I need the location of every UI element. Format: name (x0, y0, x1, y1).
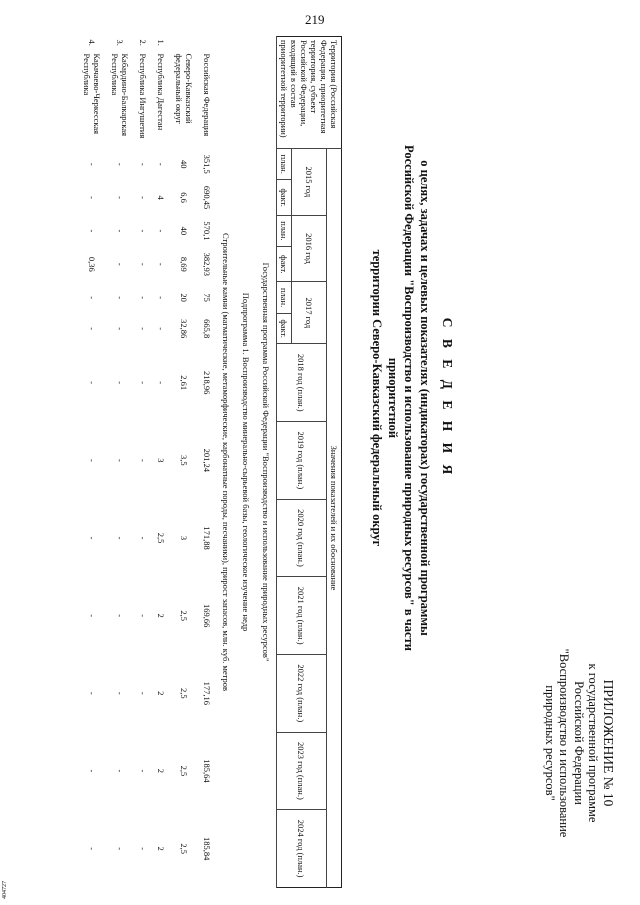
value-cell: - (115, 536, 125, 540)
title-heading: С В Е Д Е Н И Я (440, 317, 455, 479)
group-indicator: Строительные камни (магматические, метаморфические, карбонатные породы, песчаники), прирост запасов, млн. куб. метров (221, 232, 231, 692)
year-2015-header: 2015 год (292, 149, 327, 216)
row-number (198, 37, 216, 51)
value-cell: - (87, 381, 97, 385)
value-cell: - (156, 381, 166, 385)
plan-header: план. (277, 282, 292, 313)
value-cell: - (87, 327, 97, 331)
value-cell: - (138, 536, 148, 540)
value-cell: 6,6 (179, 192, 189, 203)
group-programme: Государственная программа Российской Федерации "Воспроизводство и использование природных ресурсов" (261, 262, 271, 662)
appendix-line: Российской Федерации (572, 681, 586, 805)
value-cell: - (115, 196, 125, 199)
table-row (134, 37, 152, 888)
value-cell: - (115, 162, 125, 166)
plan-header: план. (277, 149, 292, 180)
year-2017-header: 2017 год (292, 282, 327, 344)
appendix-header (543, 593, 616, 893)
territory-name: Северо-Кавказский федеральный округ (174, 53, 194, 125)
value-cell: - (138, 262, 148, 266)
value-cell: 218,96 (202, 371, 212, 395)
year-2021-header: 2021 год (план.) (277, 577, 327, 655)
appendix-line: "Воспроизводство и использование (557, 648, 572, 838)
value-cell: - (87, 691, 97, 695)
value-cell: 32,86 (179, 319, 189, 339)
value-cell: - (138, 614, 148, 618)
year-2019-header: 2019 год (план.) (277, 422, 327, 500)
value-cell: 2,5 (156, 532, 166, 544)
value-cell: - (138, 196, 148, 199)
value-cell: 2,5 (179, 687, 189, 699)
title-line: Российской Федерации "Воспроизводство и использование природных ресурсов" в части приоритетной (386, 145, 416, 651)
page-number: 219 (305, 12, 325, 27)
value-cell: 169,66 (202, 603, 212, 628)
row-number (170, 37, 198, 51)
value-cell: - (87, 847, 97, 851)
value-cell: - (156, 262, 166, 266)
value-cell: - (138, 296, 148, 300)
row-number: 4. (87, 39, 97, 46)
value-cell: - (138, 327, 148, 331)
row-number: 3. (115, 39, 125, 46)
value-cell: 2,5 (179, 843, 189, 854)
appendix-number: ПРИЛОЖЕНИЕ № 10 (601, 679, 616, 807)
value-cell: - (87, 162, 97, 166)
value-cell: 2 (156, 768, 166, 774)
value-cell: - (138, 691, 148, 695)
territory-name: Республика Ингушетия (138, 53, 148, 139)
value-cell: 75 (202, 293, 212, 302)
value-cell: 185,84 (202, 836, 212, 861)
value-cell: - (138, 381, 148, 385)
value-cell: 0,36 (87, 256, 97, 272)
col-values-header: Значения показателей и их обоснование (327, 149, 342, 888)
value-cell: - (138, 229, 148, 233)
year-2023-header: 2023 год (план.) (277, 732, 327, 810)
value-cell: - (115, 229, 125, 233)
value-cell: - (115, 614, 125, 618)
table-row (152, 37, 170, 888)
year-2024-header: 2024 год (план.) (277, 810, 327, 888)
appendix-line: к государственной программе (586, 663, 601, 823)
table-row (106, 37, 134, 888)
value-cell: - (115, 327, 125, 331)
value-cell: - (87, 536, 97, 540)
value-cell: 171,88 (202, 526, 212, 550)
value-cell: - (115, 691, 125, 695)
value-cell: 382,93 (202, 252, 212, 276)
value-cell: - (138, 162, 148, 166)
table-row (198, 37, 216, 888)
value-cell: - (87, 614, 97, 618)
row-number: 2. (138, 39, 148, 46)
value-cell: 4 (156, 195, 166, 200)
value-cell: - (115, 458, 125, 462)
value-cell: 3 (179, 535, 189, 541)
value-cell: - (87, 229, 97, 233)
value-cell: - (87, 769, 97, 773)
value-cell: - (115, 381, 125, 385)
value-cell: 570,1 (202, 221, 212, 241)
territory-name: Кабардино-Балкарская Республика (110, 53, 130, 137)
value-cell: - (156, 327, 166, 331)
value-cell: - (156, 296, 166, 300)
value-cell: - (156, 162, 166, 166)
appendix-line: природных ресурсов" (543, 685, 557, 801)
value-cell: 8,69 (179, 256, 189, 272)
value-cell: 2 (156, 613, 166, 618)
title-line: территории Северо-Кавказский федеральный округ (370, 249, 384, 547)
value-cell: - (87, 458, 97, 462)
value-cell: 690,45 (202, 185, 212, 210)
table-row (170, 37, 198, 888)
value-cell: - (156, 229, 166, 233)
value-cell: 3,5 (179, 455, 189, 466)
territory-name: Российская Федерация (202, 53, 212, 137)
value-cell: 2 (156, 691, 166, 696)
territory-name: Карачаево-Черкесская Республика (82, 53, 102, 135)
value-cell: - (87, 296, 97, 300)
value-cell: 177,16 (202, 681, 212, 705)
value-cell: 20 (179, 293, 189, 302)
value-cell: 2,5 (179, 765, 189, 777)
indicators-table (78, 36, 342, 888)
value-cell: - (87, 196, 97, 199)
rotated-sheet (10, 28, 615, 898)
value-cell: - (115, 769, 125, 773)
col-territory-header: Территория (Российская Федерация, приоритетная территория, субъект Российской Федерации, входящий в состав приоритетной территории) (277, 37, 342, 149)
fact-header: факт. (277, 247, 292, 282)
year-2016-header: 2016 год (292, 215, 327, 282)
document-title (369, 118, 455, 678)
value-cell: - (138, 769, 148, 773)
year-2020-header: 2020 год (план.) (277, 499, 327, 577)
year-2018-header: 2018 год (план.) (277, 344, 327, 422)
table-row (78, 37, 106, 888)
value-cell: 40 (179, 159, 189, 169)
value-cell: 185,64 (202, 759, 212, 783)
year-2022-header: 2022 год (план.) (277, 654, 327, 732)
fact-header: факт. (277, 313, 292, 344)
fact-header: факт. (277, 180, 292, 215)
plan-header: план. (277, 215, 292, 246)
row-number: 1. (156, 39, 166, 46)
value-cell: 40 (179, 226, 189, 236)
title-line: о целях, задачах и целевых показателях (индикаторах) государственной программы (418, 160, 432, 636)
footer-code: 404727 (2, 881, 8, 899)
value-cell: 201,24 (202, 448, 212, 473)
value-cell: 665,8 (202, 319, 212, 339)
territory-name: Республика Дагестан (156, 53, 166, 131)
value-cell: 2,61 (179, 375, 189, 391)
value-cell: - (115, 296, 125, 300)
group-subprogramme: Подпрограмма 1. Воспроизводство минерально-сырьевой базы, геологическое изучение недр (241, 292, 251, 632)
value-cell: - (115, 262, 125, 266)
value-cell: 2 (156, 846, 166, 851)
value-cell: 2,5 (179, 610, 189, 621)
value-cell: 3 (156, 458, 166, 463)
value-cell: - (138, 847, 148, 851)
value-cell: - (115, 847, 125, 851)
value-cell: 351,5 (202, 154, 212, 174)
value-cell: - (138, 458, 148, 462)
